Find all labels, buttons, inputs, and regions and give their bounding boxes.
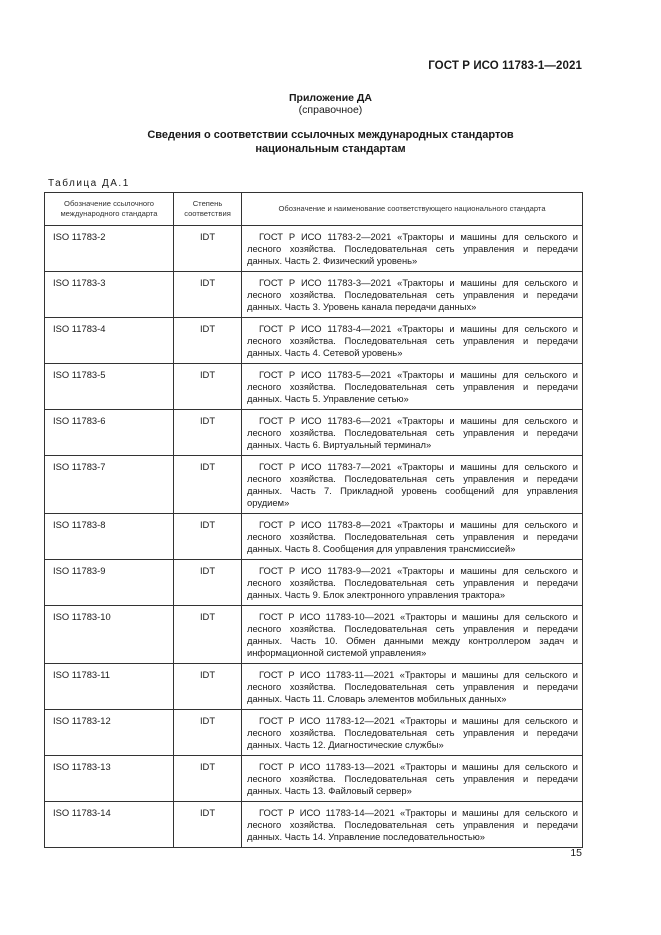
intl-standard-cell: ISO 11783-11 xyxy=(45,664,174,710)
intl-standard-cell: ISO 11783-14 xyxy=(45,802,174,848)
degree-cell: IDT xyxy=(174,802,242,848)
intl-standard-cell: ISO 11783-8 xyxy=(45,514,174,560)
national-standard-cell: ГОСТ Р ИСО 11783-14—2021 «Тракторы и машины для сельского и лесного хозяйства. Последовательная сеть управления и передачи данных. Часть 14. Управление последовательностью» xyxy=(242,802,583,848)
intl-standard-cell: ISO 11783-7 xyxy=(45,456,174,514)
national-standard-cell: ГОСТ Р ИСО 11783-6—2021 «Тракторы и машины для сельского и лесного хозяйства. Последовательная сеть управления и передачи данных. Часть 6. Виртуальный терминал» xyxy=(242,410,583,456)
header-national-standard: Обозначение и наименование соответствующего национального стандарта xyxy=(242,193,583,226)
section-title xyxy=(0,128,661,156)
correspondence-table xyxy=(44,192,583,848)
national-standard-cell: ГОСТ Р ИСО 11783-10—2021 «Тракторы и машины для сельского и лесного хозяйства. Последовательная сеть управления и передачи данных. Часть 10. Обмен данными между контроллером задач и информационной системой управления» xyxy=(242,606,583,664)
intl-standard-cell: ISO 11783-4 xyxy=(45,318,174,364)
degree-cell: IDT xyxy=(174,226,242,272)
table-caption: Таблица ДА.1 xyxy=(48,178,130,189)
table-row xyxy=(45,318,583,364)
national-standard-cell: ГОСТ Р ИСО 11783-2—2021 «Тракторы и машины для сельского и лесного хозяйства. Последовательная сеть управления и передачи данных. Часть 2. Физический уровень» xyxy=(242,226,583,272)
appendix-title: Приложение ДА xyxy=(289,92,372,104)
national-standard-cell: ГОСТ Р ИСО 11783-5—2021 «Тракторы и машины для сельского и лесного хозяйства. Последовательная сеть управления и передачи данных. Часть 5. Управление сетью» xyxy=(242,364,583,410)
national-standard-cell: ГОСТ Р ИСО 11783-8—2021 «Тракторы и машины для сельского и лесного хозяйства. Последовательная сеть управления и передачи данных. Часть 8. Сообщения для управления трансмиссией» xyxy=(242,514,583,560)
table-header-row xyxy=(45,193,583,226)
national-standard-cell: ГОСТ Р ИСО 11783-7—2021 «Тракторы и машины для сельского и лесного хозяйства. Последовательная сеть управления и передачи данных. Часть 7. Прикладной уровень сообщений для управления орудием» xyxy=(242,456,583,514)
header-degree: Степень соответствия xyxy=(174,193,242,226)
degree-cell: IDT xyxy=(174,318,242,364)
intl-standard-cell: ISO 11783-6 xyxy=(45,410,174,456)
table-row xyxy=(45,514,583,560)
intl-standard-cell: ISO 11783-2 xyxy=(45,226,174,272)
table-row xyxy=(45,664,583,710)
degree-cell: IDT xyxy=(174,756,242,802)
national-standard-cell: ГОСТ Р ИСО 11783-11—2021 «Тракторы и машины для сельского и лесного хозяйства. Последовательная сеть управления и передачи данных. Часть 11. Словарь элементов мобильных данных» xyxy=(242,664,583,710)
table-row xyxy=(45,226,583,272)
intl-standard-cell: ISO 11783-5 xyxy=(45,364,174,410)
appendix-subtitle: (справочное) xyxy=(298,104,363,116)
national-standard-cell: ГОСТ Р ИСО 11783-13—2021 «Тракторы и машины для сельского и лесного хозяйства. Последовательная сеть управления и передачи данных. Часть 13. Файловый сервер» xyxy=(242,756,583,802)
section-title-line-1: Сведения о соответствии ссылочных международных стандартов xyxy=(147,129,514,141)
intl-standard-cell: ISO 11783-13 xyxy=(45,756,174,802)
document-id-header: ГОСТ Р ИСО 11783-1—2021 xyxy=(428,60,582,72)
table-row xyxy=(45,456,583,514)
national-standard-cell: ГОСТ Р ИСО 11783-9—2021 «Тракторы и машины для сельского и лесного хозяйства. Последовательная сеть управления и передачи данных. Часть 9. Блок электронного управления трактора» xyxy=(242,560,583,606)
intl-standard-cell: ISO 11783-3 xyxy=(45,272,174,318)
degree-cell: IDT xyxy=(174,456,242,514)
degree-cell: IDT xyxy=(174,410,242,456)
degree-cell: IDT xyxy=(174,364,242,410)
table-body xyxy=(45,226,583,848)
table-row xyxy=(45,756,583,802)
degree-cell: IDT xyxy=(174,664,242,710)
intl-standard-cell: ISO 11783-9 xyxy=(45,560,174,606)
table-row xyxy=(45,560,583,606)
section-title-line-2: национальным стандартам xyxy=(255,143,406,155)
table-row xyxy=(45,710,583,756)
degree-cell: IDT xyxy=(174,560,242,606)
intl-standard-cell: ISO 11783-10 xyxy=(45,606,174,664)
national-standard-cell: ГОСТ Р ИСО 11783-12—2021 «Тракторы и машины для сельского и лесного хозяйства. Последовательная сеть управления и передачи данных. Часть 12. Диагностические службы» xyxy=(242,710,583,756)
table-row xyxy=(45,410,583,456)
degree-cell: IDT xyxy=(174,272,242,318)
table-row xyxy=(45,606,583,664)
table-row xyxy=(45,364,583,410)
national-standard-cell: ГОСТ Р ИСО 11783-3—2021 «Тракторы и машины для сельского и лесного хозяйства. Последовательная сеть управления и передачи данных. Часть 3. Уровень канала передачи данных» xyxy=(242,272,583,318)
table-row xyxy=(45,802,583,848)
degree-cell: IDT xyxy=(174,514,242,560)
degree-cell: IDT xyxy=(174,710,242,756)
national-standard-cell: ГОСТ Р ИСО 11783-4—2021 «Тракторы и машины для сельского и лесного хозяйства. Последовательная сеть управления и передачи данных. Часть 4. Сетевой уровень» xyxy=(242,318,583,364)
degree-cell: IDT xyxy=(174,606,242,664)
header-intl-standard: Обозначение ссылочного международного стандарта xyxy=(45,193,174,226)
page-number: 15 xyxy=(570,847,582,859)
table-row xyxy=(45,272,583,318)
intl-standard-cell: ISO 11783-12 xyxy=(45,710,174,756)
